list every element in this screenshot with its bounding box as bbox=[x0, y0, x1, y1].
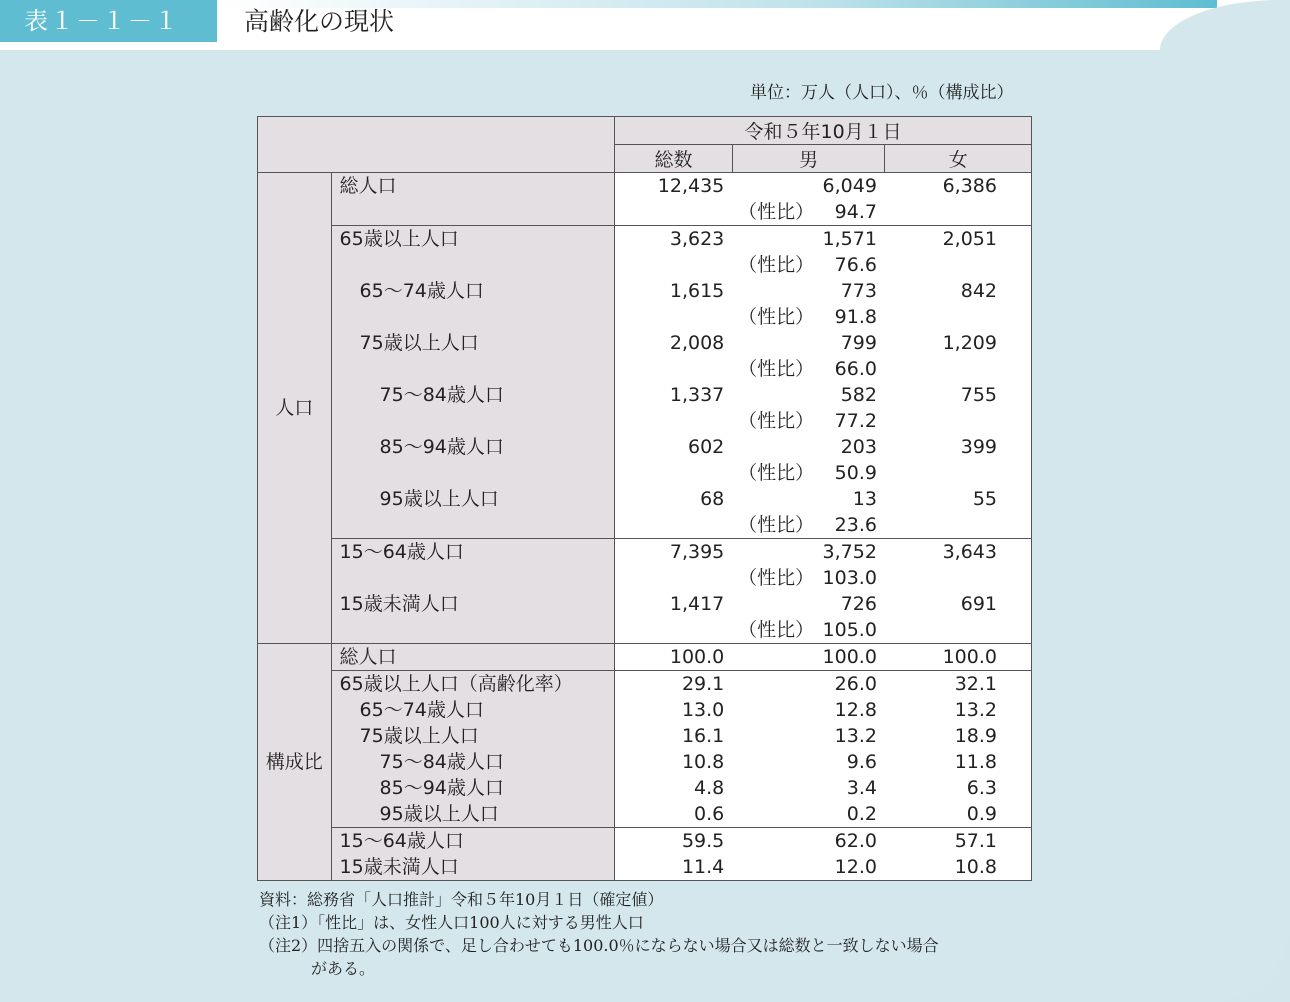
population-row bbox=[258, 539, 1032, 566]
cell-total: 13.0 bbox=[681, 699, 725, 721]
sex-ratio-label: （性比） bbox=[738, 306, 815, 328]
row-label: 65歳以上人口 bbox=[331, 226, 615, 279]
cell-sex-ratio: 94.7 bbox=[834, 201, 877, 223]
cell-female: 691 bbox=[885, 591, 1032, 617]
cell-female: 10.8 bbox=[885, 854, 1032, 881]
composition-row bbox=[258, 671, 1032, 698]
cell-male: 9.6 bbox=[846, 751, 877, 773]
cell-male: 1,571 bbox=[814, 226, 885, 253]
cell-total: 602 bbox=[688, 436, 725, 458]
composition-row bbox=[258, 697, 1032, 723]
cell-male: 582 bbox=[840, 384, 877, 406]
col-female-header: 女 bbox=[885, 145, 1032, 173]
note-2-continued: がある。 bbox=[311, 959, 376, 978]
composition-row bbox=[258, 644, 1032, 671]
sex-ratio-label: （性比） bbox=[738, 567, 815, 589]
notes bbox=[259, 888, 939, 980]
source-note: 資料：総務省「人口推計」令和５年10月１日（確定値） bbox=[259, 890, 664, 909]
cell-male: 13.2 bbox=[834, 725, 877, 747]
cell-total: 29.1 bbox=[615, 671, 733, 698]
aging-status-table bbox=[257, 116, 1032, 881]
cell-total: 2,008 bbox=[669, 332, 725, 354]
row-label: 75～84歳人口 bbox=[331, 749, 615, 775]
col-male-header: 男 bbox=[732, 145, 885, 173]
cell-female: 6.3 bbox=[885, 775, 1032, 801]
population-row bbox=[258, 591, 1032, 617]
population-row bbox=[258, 226, 1032, 253]
row-label: 95歳以上人口 bbox=[331, 801, 615, 828]
cell-female: 6,386 bbox=[885, 173, 1032, 200]
cell-sex-ratio: 50.9 bbox=[834, 462, 877, 484]
cell-male: 26.0 bbox=[814, 671, 885, 698]
cell-male: 12.8 bbox=[834, 699, 877, 721]
group-label-composition: 構成比 bbox=[258, 644, 332, 881]
cell-sex-ratio: 103.0 bbox=[822, 567, 877, 589]
cell-male: 6,049 bbox=[814, 173, 885, 200]
cell-female: 57.1 bbox=[885, 828, 1032, 855]
sex-ratio-label: （性比） bbox=[738, 410, 815, 432]
row-label: 総人口 bbox=[331, 173, 615, 226]
cell-female: 13.2 bbox=[885, 697, 1032, 723]
cell-female: 55 bbox=[885, 486, 1032, 512]
cell-male: 773 bbox=[840, 280, 877, 302]
population-row bbox=[258, 382, 1032, 408]
cell-total: 1,417 bbox=[669, 593, 725, 615]
cell-female: 2,051 bbox=[885, 226, 1032, 253]
sex-ratio-label: （性比） bbox=[738, 254, 815, 276]
cell-total: 3,623 bbox=[615, 226, 733, 253]
sex-ratio-label: （性比） bbox=[738, 619, 815, 641]
row-label: 総人口 bbox=[331, 644, 615, 671]
population-row bbox=[258, 173, 1032, 200]
cell-male: 0.2 bbox=[846, 803, 877, 825]
cell-sex-ratio: 105.0 bbox=[822, 619, 877, 641]
row-label: 85～94歳人口 bbox=[331, 775, 615, 801]
note-1: （注1）「性比」は、女性人口100人に対する男性人口 bbox=[259, 913, 644, 932]
cell-male: 3.4 bbox=[846, 777, 877, 799]
cell-total: 10.8 bbox=[681, 751, 725, 773]
composition-row bbox=[258, 801, 1032, 828]
composition-row bbox=[258, 854, 1032, 881]
cell-sex-ratio: 91.8 bbox=[834, 306, 877, 328]
cell-total: 4.8 bbox=[694, 777, 725, 799]
population-row bbox=[258, 278, 1032, 304]
cell-female: 11.8 bbox=[885, 749, 1032, 775]
table-number-tab: 表１－１－１ bbox=[0, 0, 217, 42]
cell-male: 3,752 bbox=[814, 539, 885, 566]
cell-female: 755 bbox=[885, 382, 1032, 408]
population-section bbox=[258, 173, 1032, 644]
population-row bbox=[258, 330, 1032, 356]
cell-total: 16.1 bbox=[681, 725, 725, 747]
cell-female: 842 bbox=[885, 278, 1032, 304]
row-label: 15歳未満人口 bbox=[331, 854, 615, 881]
cell-total: 1,615 bbox=[669, 280, 725, 302]
cell-total: 12,435 bbox=[615, 173, 733, 200]
cell-female: 3,643 bbox=[885, 539, 1032, 566]
sex-ratio-label: （性比） bbox=[738, 201, 815, 223]
cell-male: 13 bbox=[852, 488, 877, 510]
page-title: 高齢化の現状 bbox=[244, 7, 395, 36]
composition-row bbox=[258, 828, 1032, 855]
cell-total: 0.6 bbox=[694, 803, 725, 825]
cell-total: 68 bbox=[700, 488, 725, 510]
row-label: 15～64歳人口 bbox=[331, 539, 615, 592]
cell-male: 726 bbox=[840, 593, 877, 615]
cell-total: 100.0 bbox=[615, 644, 733, 671]
cell-total: 59.5 bbox=[615, 828, 733, 855]
row-label: 65～74歳人口 bbox=[331, 697, 615, 723]
cell-total: 1,337 bbox=[669, 384, 725, 406]
composition-row bbox=[258, 723, 1032, 749]
sex-ratio-label: （性比） bbox=[738, 358, 815, 380]
date-header: 令和５年10月１日 bbox=[615, 117, 1032, 145]
unit-note: 単位：万人（人口）、％（構成比） bbox=[750, 83, 1014, 103]
cell-male: 12.0 bbox=[814, 854, 885, 881]
composition-section bbox=[258, 644, 1032, 881]
cell-male: 799 bbox=[840, 332, 877, 354]
row-label: 65～74歳人口 bbox=[331, 278, 615, 330]
cell-male: 62.0 bbox=[814, 828, 885, 855]
row-label: 65歳以上人口（高齢化率） bbox=[331, 671, 615, 698]
cell-sex-ratio: 66.0 bbox=[834, 358, 877, 380]
header-corner bbox=[258, 117, 615, 173]
cell-male: 100.0 bbox=[814, 644, 885, 671]
cell-sex-ratio: 23.6 bbox=[834, 514, 877, 536]
group-label-population: 人口 bbox=[258, 173, 332, 644]
cell-sex-ratio: 77.2 bbox=[834, 410, 877, 432]
row-label: 75歳以上人口 bbox=[331, 723, 615, 749]
cell-total: 7,395 bbox=[615, 539, 733, 566]
row-label: 95歳以上人口 bbox=[331, 486, 615, 539]
row-label: 75～84歳人口 bbox=[331, 382, 615, 434]
composition-row bbox=[258, 749, 1032, 775]
row-label: 15～64歳人口 bbox=[331, 828, 615, 855]
cell-female: 1,209 bbox=[885, 330, 1032, 356]
population-row bbox=[258, 434, 1032, 460]
cell-male: 203 bbox=[840, 436, 877, 458]
note-2: （注2）四捨五入の関係で、足し合わせても100.0％にならない場合又は総数と一致しない場合 bbox=[259, 936, 939, 955]
col-total-header: 総数 bbox=[615, 145, 733, 173]
sex-ratio-label: （性比） bbox=[738, 514, 815, 536]
cell-total: 11.4 bbox=[615, 854, 733, 881]
composition-row bbox=[258, 775, 1032, 801]
cell-sex-ratio: 76.6 bbox=[834, 254, 877, 276]
cell-female: 18.9 bbox=[885, 723, 1032, 749]
cell-female: 0.9 bbox=[885, 801, 1032, 828]
population-row bbox=[258, 486, 1032, 512]
sex-ratio-label: （性比） bbox=[738, 462, 815, 484]
row-label: 85～94歳人口 bbox=[331, 434, 615, 486]
cell-female: 399 bbox=[885, 434, 1032, 460]
row-label: 15歳未満人口 bbox=[331, 591, 615, 644]
cell-female: 100.0 bbox=[885, 644, 1032, 671]
row-label: 75歳以上人口 bbox=[331, 330, 615, 382]
cell-female: 32.1 bbox=[885, 671, 1032, 698]
